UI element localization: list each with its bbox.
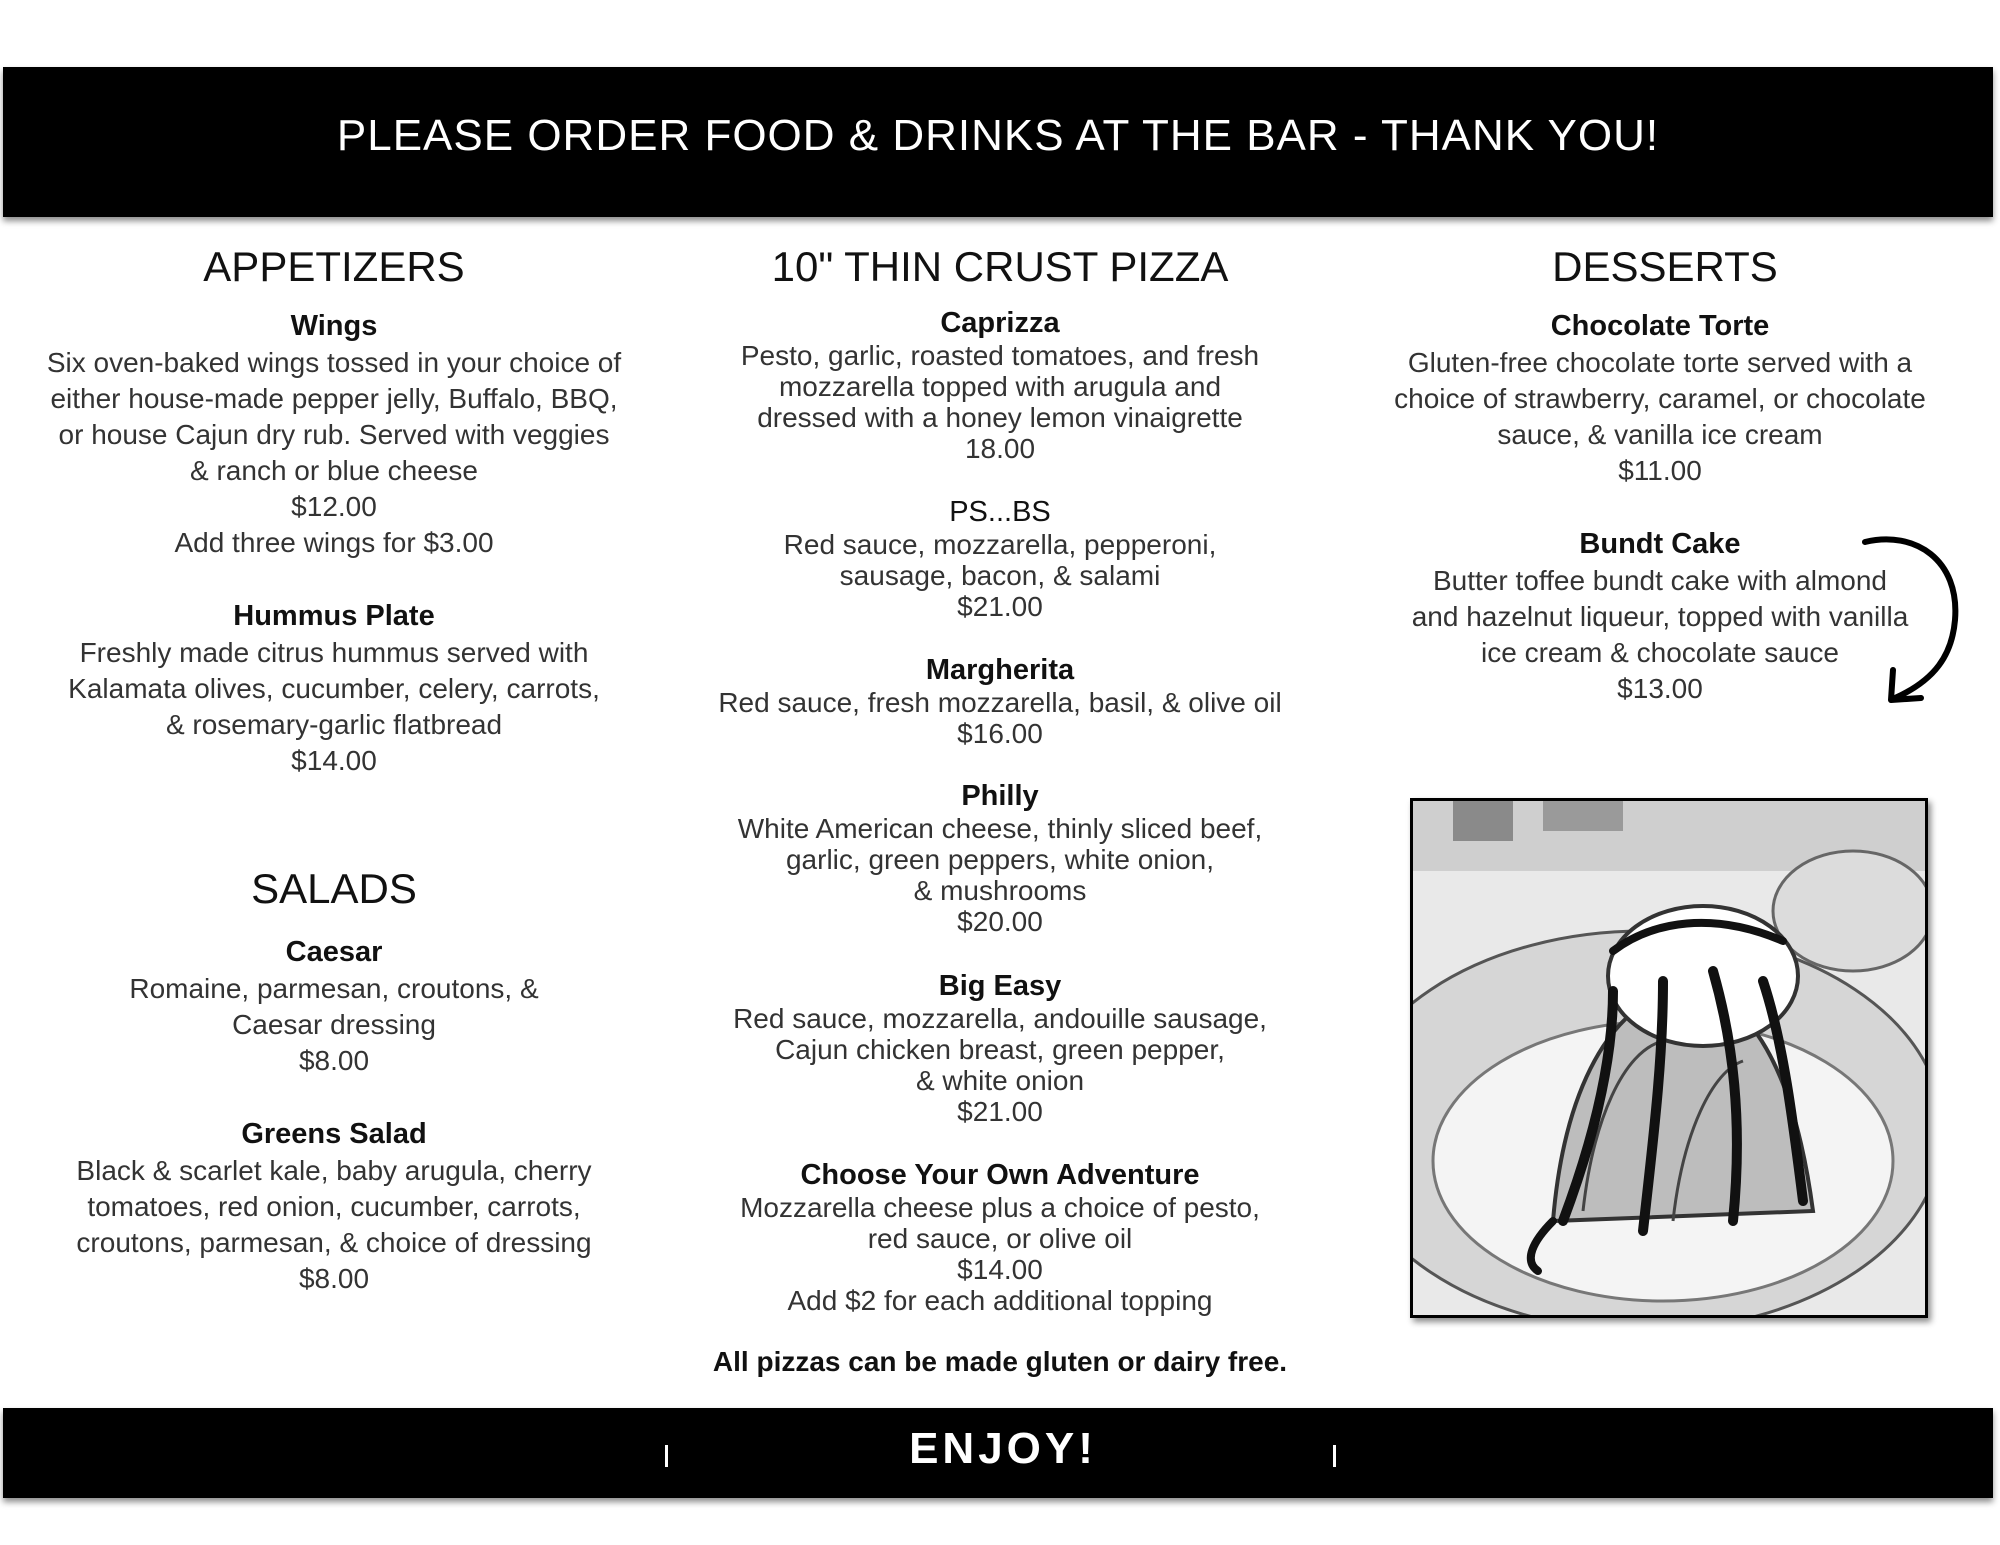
desc-line: Kalamata olives, cucumber, celery, carrots, xyxy=(68,673,600,704)
appetizers-section xyxy=(20,242,648,1392)
item-description xyxy=(690,813,1310,906)
top-banner xyxy=(3,67,1993,217)
curved-arrow-icon xyxy=(1855,530,1965,710)
desc-line: tomatoes, red onion, cucumber, carrots, xyxy=(87,1191,581,1222)
item-name: Hummus Plate xyxy=(233,600,435,632)
desc-line: & white onion xyxy=(915,1065,1085,1096)
item-name: Wings xyxy=(290,310,378,342)
desc-line: Romaine, parmesan, croutons, & xyxy=(129,973,539,1004)
desc-line: sauce, & vanilla ice cream xyxy=(1497,419,1823,450)
desc-line: choice of strawberry, caramel, or chocolate xyxy=(1394,383,1926,414)
desc-line: Pesto, garlic, roasted tomatoes, and fresh xyxy=(740,340,1260,371)
item-description xyxy=(690,1003,1310,1096)
desc-line: Gluten-free chocolate torte served with a xyxy=(1407,347,1913,378)
item-name: Big Easy xyxy=(938,970,1062,1002)
item-description xyxy=(20,1153,648,1261)
item-price: 18.00 xyxy=(964,433,1036,464)
desc-line: & ranch or blue cheese xyxy=(190,455,478,486)
banner-divider-right xyxy=(1333,1445,1336,1467)
section-title-salads: SALADS xyxy=(251,865,417,912)
item-name: Caesar xyxy=(285,936,383,968)
menu-item-ps-bs xyxy=(690,495,1310,622)
desc-line: garlic, green peppers, white onion, xyxy=(785,844,1215,875)
item-name: Philly xyxy=(961,780,1039,812)
item-price: $21.00 xyxy=(957,591,1043,622)
desc-line: dressed with a honey lemon vinaigrette xyxy=(757,402,1243,433)
desc-line: & rosemary-garlic flatbread xyxy=(165,709,503,740)
top-banner-text: PLEASE ORDER FOOD & DRINKS AT THE BAR - THANK YOU! xyxy=(336,111,1660,160)
bundt-cake-illustration xyxy=(1413,801,1925,1315)
desc-line: Mozzarella cheese plus a choice of pesto, xyxy=(740,1192,1260,1223)
menu-item-caesar xyxy=(20,936,648,1079)
desc-line: White American cheese, thinly sliced beef, xyxy=(737,813,1263,844)
item-description xyxy=(690,687,1310,718)
desc-line: Freshly made citrus hummus served with xyxy=(79,637,589,668)
menu-item-philly xyxy=(690,779,1310,937)
desc-line: sausage, bacon, & salami xyxy=(839,560,1161,591)
item-note: Add three wings for $3.00 xyxy=(174,527,494,558)
dessert-photo xyxy=(1410,798,1928,1318)
desc-line: or house Cajun dry rub. Served with veggies xyxy=(58,419,610,450)
item-name: Chocolate Torte xyxy=(1550,310,1770,342)
item-price: $11.00 xyxy=(1618,455,1702,486)
item-name: PS...BS xyxy=(949,496,1051,528)
item-description xyxy=(690,529,1310,591)
item-note: Add $2 for each additional topping xyxy=(787,1285,1213,1316)
bottom-banner-text: ENJOY! xyxy=(909,1424,1097,1473)
desc-line: Caesar dressing xyxy=(232,1009,436,1040)
desc-line: mozzarella topped with arugula and xyxy=(778,371,1222,402)
menu-item-margherita xyxy=(690,653,1310,749)
item-description xyxy=(20,635,648,743)
item-price: $16.00 xyxy=(957,718,1043,749)
item-description xyxy=(690,340,1310,433)
item-description xyxy=(20,971,648,1043)
section-title-pizza: 10" THIN CRUST PIZZA xyxy=(771,243,1229,290)
menu-item-big-easy xyxy=(690,969,1310,1127)
desc-line: Black & scarlet kale, baby arugula, cherry xyxy=(76,1155,592,1186)
item-description xyxy=(1356,345,1964,453)
item-price: $8.00 xyxy=(298,1045,370,1076)
item-name: Margherita xyxy=(925,654,1075,686)
item-price: $14.00 xyxy=(957,1254,1043,1285)
desc-line: ice cream & chocolate sauce xyxy=(1481,637,1839,668)
item-name: Choose Your Own Adventure xyxy=(800,1159,1200,1191)
desc-line: Butter toffee bundt cake with almond xyxy=(1433,565,1887,596)
item-name: Bundt Cake xyxy=(1579,528,1741,560)
desc-line: Red sauce, fresh mozzarella, basil, & olive oil xyxy=(718,687,1282,718)
item-price: $21.00 xyxy=(957,1096,1043,1127)
section-title-appetizers: APPETIZERS xyxy=(203,243,465,290)
desc-line: croutons, parmesan, & choice of dressing xyxy=(76,1227,592,1258)
menu-item-wings xyxy=(20,310,648,561)
item-name: Greens Salad xyxy=(241,1118,427,1150)
desc-line: Six oven-baked wings tossed in your choice of xyxy=(46,347,622,378)
desc-line: & mushrooms xyxy=(913,875,1087,906)
item-description xyxy=(690,1192,1310,1254)
section-title-desserts: DESSERTS xyxy=(1552,243,1778,290)
item-price: $8.00 xyxy=(298,1263,370,1294)
pizza-section xyxy=(690,242,1310,1392)
item-price: $20.00 xyxy=(957,906,1043,937)
bottom-banner xyxy=(3,1408,1993,1498)
menu-item-caprizza xyxy=(690,306,1310,464)
menu-item-choose-your-own-adventure xyxy=(690,1158,1310,1316)
salads-section xyxy=(20,864,648,914)
desc-line: Red sauce, mozzarella, andouille sausage, xyxy=(733,1003,1267,1034)
item-price: $14.00 xyxy=(291,745,377,776)
desc-line: Cajun chicken breast, green pepper, xyxy=(775,1034,1225,1065)
menu-item-hummus-plate xyxy=(20,600,648,779)
desc-line: either house-made pepper jelly, Buffalo, BBQ, xyxy=(50,383,618,414)
menu-item-chocolate-torte xyxy=(1356,310,1964,489)
item-price: $13.00 xyxy=(1617,673,1703,704)
menu-item-greens-salad xyxy=(20,1118,648,1297)
pizza-footnote: All pizzas can be made gluten or dairy free. xyxy=(712,1346,1288,1377)
desc-line: and hazelnut liqueur, topped with vanilla xyxy=(1411,601,1909,632)
item-name: Caprizza xyxy=(940,307,1060,339)
item-description xyxy=(20,345,648,489)
item-price: $12.00 xyxy=(291,491,377,522)
desc-line: Red sauce, mozzarella, pepperoni, xyxy=(783,529,1217,560)
desc-line: red sauce, or olive oil xyxy=(867,1223,1133,1254)
